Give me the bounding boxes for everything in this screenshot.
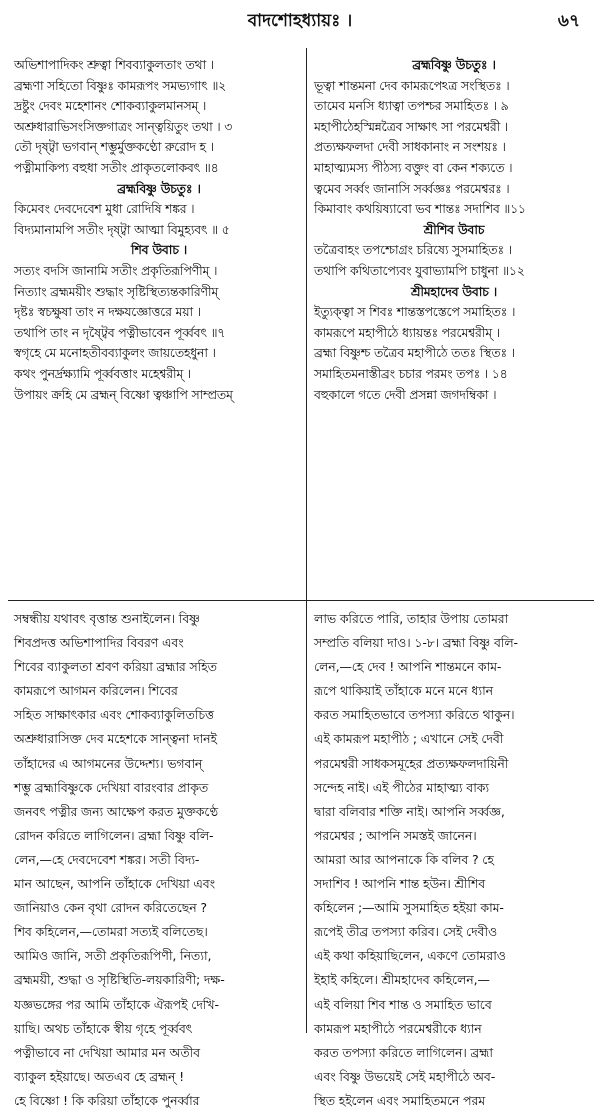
translation-line: আমিও জানি, সতী প্রকৃতিরূপিণী, নিত্যা, [14, 948, 212, 964]
translation-line: কহিলেন ;—আমি সুসমাহিত হইয়া কাম- [314, 900, 504, 916]
translation-line: অশ্রুধারাসিক্ত দেব মহেশকে সান্ত্বনা দানই [14, 731, 217, 747]
page-header [0, 6, 600, 32]
translation-line: কামরূপ মহাপীঠে পরমেশ্বরীকে ধ্যান [314, 1020, 482, 1036]
translation-line: কামরূপে আগমন করিলেন। শিবের [14, 683, 178, 699]
verse-line: স্বগৃহে মে মনোহতীবব্যাকুলং জায়তেহধুনা । [14, 345, 216, 361]
verse-column-left [14, 55, 304, 595]
translation-line: লেন,—হে দেব ! আপনি শান্তমনে কাম- [314, 659, 502, 675]
verse-line: তত্রৈবাহং তপশ্চোগ্রং চরিষ্যে সুসমাহিতঃ । [314, 242, 512, 258]
verse-line: কিমেবং দেবদেবেশ মুধা রোদিষি শঙ্কর । [14, 201, 195, 217]
translation-line: ইহাই কহিলে। শ্রীমহাদেব কহিলেন,— [314, 972, 490, 988]
verse-line: অভিশাপাদিকং শ্রুত্বা শিবব্যাকুলতাং তথা । [14, 57, 214, 72]
verse-line: তথাপি কথিতাপ্যেবং যুবাভ্যামপি চাধুনা ॥১২ [314, 262, 525, 278]
translation-line: সম্বন্ধীয় যথাবৎ বৃত্তান্ত শুনাইলেন। বিষ্ণু [14, 611, 200, 626]
translation-line: য়াছি। অথচ তাঁহাকে স্বীয় গৃহে পূর্ব্ববৎ [14, 1020, 193, 1036]
translation-line: শিবের ব্যাকুলতা শ্রবণ করিয়া ব্রহ্মার সহিত [14, 659, 217, 675]
translation-line: করত তপস্যা করিতে লাগিলেন। ব্রহ্মা [314, 1044, 493, 1060]
column-divider [306, 48, 307, 1033]
translation-line: পত্নীভাবে না দেখিয়া আমার মন অতীব [14, 1044, 200, 1060]
translation-line: রূপে থাকিয়াই তাঁহাকে মনে মনে ধ্যান [314, 683, 493, 699]
verse-line: তামেব মনসি ধ্যাত্বা তপশ্চর সমাহিতঃ । ৯ [314, 98, 509, 114]
translation-line: সদাশিব ! আপনি শান্ত হউন। শ্রীশিব [314, 876, 486, 892]
verse-line: নিত্যাং ব্রহ্মময়ীং শুদ্ধাং সৃষ্টিস্থিত্যন্তকারিণীম্ [14, 283, 219, 299]
verse-line: কামরূপে মহাপীঠে ধ্যায়ন্তঃ পরমেশ্বরীম্ । [314, 324, 500, 340]
translation-line: মান আছেন, আপনি তাঁহাকে দেখিয়া এবং [14, 876, 215, 892]
translation-line: যজ্ঞভঙ্গের পর আমি তাঁহাকে ঐরূপই দেখি- [14, 996, 219, 1012]
verse-line: ভূত্বা শান্তমনা দেব কামরূপেঽত্র সংস্থিতঃ । [314, 77, 510, 93]
speaker-heading: শ্রীমহাদেব উবাচ । [411, 283, 497, 299]
translation-line: শিব কহিলেন,—তোমরা সত্যই বলিতেছ। [14, 924, 208, 940]
verse-line: তৌ দৃষ্ট্বা ভগবান্ শম্ভুর্মুক্তকণ্ঠো রুরোদ হ । [14, 139, 214, 155]
verse-line: প্রত্যক্ষফলদা দেবী সাধকানাং ন সংশয়ঃ । [314, 139, 506, 155]
speaker-heading: শিব উবাচ । [130, 242, 188, 258]
verse-line: সত্যং বদসি জানামি সতীং প্রকৃতিরূপিণীম্ । [14, 262, 218, 278]
verse-line: ইত্যুক্ত্বা স শিবঃ শান্তস্তপস্তেপে সমাহিতঃ । [314, 304, 516, 320]
verse-column-right [314, 55, 594, 595]
verse-line: ব্রহ্মণা সহিতো বিষ্ণুঃ কামরূপং সমভ্যগাৎ ॥২ [14, 77, 226, 93]
verse-line: ত্বমেব সর্ব্বং জানাসি সর্ব্বজ্ঞঃ পরমেশ্বরঃ । [314, 180, 510, 196]
verse-line: দৃষ্টঃ স্বচক্ষুষা তাং ন দক্ষযজ্ঞোত্তরে ময়া । [14, 304, 201, 320]
verse-line: মহাপীঠেহস্মিন্নত্রৈব সাক্ষাৎ সা পরমেশ্বরী । [314, 118, 509, 134]
translation-line: লাভ করিতে পারি, তাহার উপায় তোমরা [314, 611, 509, 626]
verse-line: বহুকালে গতে দেবী প্রসন্না জগদম্বিকা । [314, 386, 497, 402]
translation-line: জানিয়াও কেন বৃথা রোদন করিতেছেন ? [14, 900, 207, 916]
translation-line: এই কথা কহিয়াছিলেন, একণে তোমরাও [314, 948, 506, 964]
translation-line: জনবৎ পত্নীর জন্য আক্ষেপ করত মুক্তকণ্ঠে [14, 803, 219, 819]
verse-line: সমাহিতমনাস্তীব্রং চচার পরমং তপঃ । ১৪ [314, 365, 508, 381]
translation-line: আমরা আর আপনাকে কি বলিব ? হে [314, 851, 494, 867]
translation-line: পরমেশ্বরী সাধকসমূহের প্রত্যক্ষফলদায়িনী [314, 755, 509, 771]
translation-line: সন্দেহ নাই। এই পীঠের মাহাত্ম্য বাক্য [314, 779, 489, 795]
translation-line: করত সমাহিতভাবে তপস্যা করিতে থাকুন। [314, 707, 515, 723]
verse-line: অশ্রুধারাভিসংসিক্তগাত্রং সান্ত্বয়িতুং তথা । ৩ [14, 118, 233, 134]
verse-line: দ্রষ্টুং দেবং মহেশানং শোকব্যাকুলমানসম্ । [14, 98, 207, 114]
translation-line: দ্বারা বলিবার শক্তি নাই। আপনি সর্ব্বজ্ঞ, [314, 803, 505, 819]
translation-line: স্থিত হইলেন এবং সমাহিতমনে পরম [314, 1092, 486, 1108]
translation-line: ব্রহ্মময়ী, শুদ্ধা ও সৃষ্টিস্থিতি-লয়কারিণী; দক্ষ- [14, 972, 225, 988]
verse-line: পত্নীমাকিপ্য বহুধা সতীং প্রাকৃতলোকবৎ ॥৪ [14, 159, 219, 175]
verse-line: বিদ্যমানামপি সতীং দৃষ্ট্বা আত্মা বিমুহ্যবৎ ॥ ৫ [14, 221, 230, 237]
running-title: বাদশোহধ্যায়ঃ । [247, 11, 353, 31]
translation-line: শম্ভু ব্রহ্মাবিষ্ণুকে দেখিয়া বারংবার প্রাকৃত [14, 779, 209, 795]
translation-line: রোদন করিতে লাগিলেন। ব্রহ্মা বিষ্ণু বলি- [14, 827, 214, 843]
speaker-heading: ব্রহ্মবিষ্ণু উচতুঃ । [412, 57, 496, 72]
verse-line: তথাপি তাং ন দৃষ্ট্বৈব পত্নীভাবেন পূর্ব্ববৎ ॥৭ [14, 324, 226, 340]
translation-line: এই বলিয়া শিব শান্ত ও সমাহিত ভাবে [314, 996, 492, 1012]
translation-line: লেন,—হে দেবদেবেশ শঙ্কর। সতী বিদ্য- [14, 851, 200, 867]
translation-line: পরমেশ্বর ; আপনি সমস্তই জানেন। [314, 827, 477, 843]
translation-line: তাঁহাদের এ আগমনের উদ্দেশ্য। ভগবান্ [14, 755, 203, 771]
speaker-heading: ব্রহ্মবিষ্ণু উচতুঃ । [117, 180, 201, 196]
verse-line: মাহাত্ম্যমস্য পীঠস্য বক্তুং বা কেন শক্যতে । [314, 159, 513, 175]
verse-line: ব্রহ্মা বিষ্ণুশ্চ তত্রৈব মহাপীঠে ততঃ স্থিতঃ । [314, 345, 515, 361]
translation-line: ব্যাকুল হইয়াছে। অতএব হে ব্রহ্মন্ ! [14, 1068, 184, 1084]
verse-line: উপায়ং ক্রহি মে ব্রহ্মন্ বিষ্ণো ত্বঞ্চাপি সাম্প্রতম্ [14, 386, 233, 402]
translation-column-left [14, 607, 302, 1108]
translation-line: হে বিষ্ণো ! কি করিয়া তাঁহাকে পুনর্ব্বার [14, 1092, 200, 1108]
section-divider [8, 600, 594, 601]
speaker-heading: শ্রীশিব উবাচ [423, 221, 485, 237]
verse-line: কিমাবাং কথয়িষ্যাবো ভব শান্তঃ সদাশিব ॥১১ [314, 201, 526, 217]
translation-line: সহিত সাক্ষাৎকার এবং শোকব্যাকুলিতচিত্ত [14, 707, 214, 723]
translation-line: এই কামরূপ মহাপীঠ ; এখানে সেই দেবী [314, 731, 504, 747]
translation-column-right [314, 607, 594, 1108]
translation-line: রূপেই তীব্র তপস্যা করিব। সেই দেবীও [314, 924, 498, 940]
translation-line: শিবপ্রদত্ত অভিশাপাদির বিবরণ এবং [14, 635, 184, 651]
verse-line: কথং পুনর্দ্রক্ষ্যামি পূর্ব্ববত্তাং মহেশ্বরীম্ । [14, 365, 192, 381]
page-number: ৬৭ [557, 11, 580, 31]
translation-line: সম্প্রতি বলিয়া দাও। ১-৮। ব্রহ্মা বিষ্ণু বলি- [314, 635, 518, 651]
translation-line: এবং বিষ্ণু উভয়েই সেই মহাপীঠে অব- [314, 1068, 496, 1084]
